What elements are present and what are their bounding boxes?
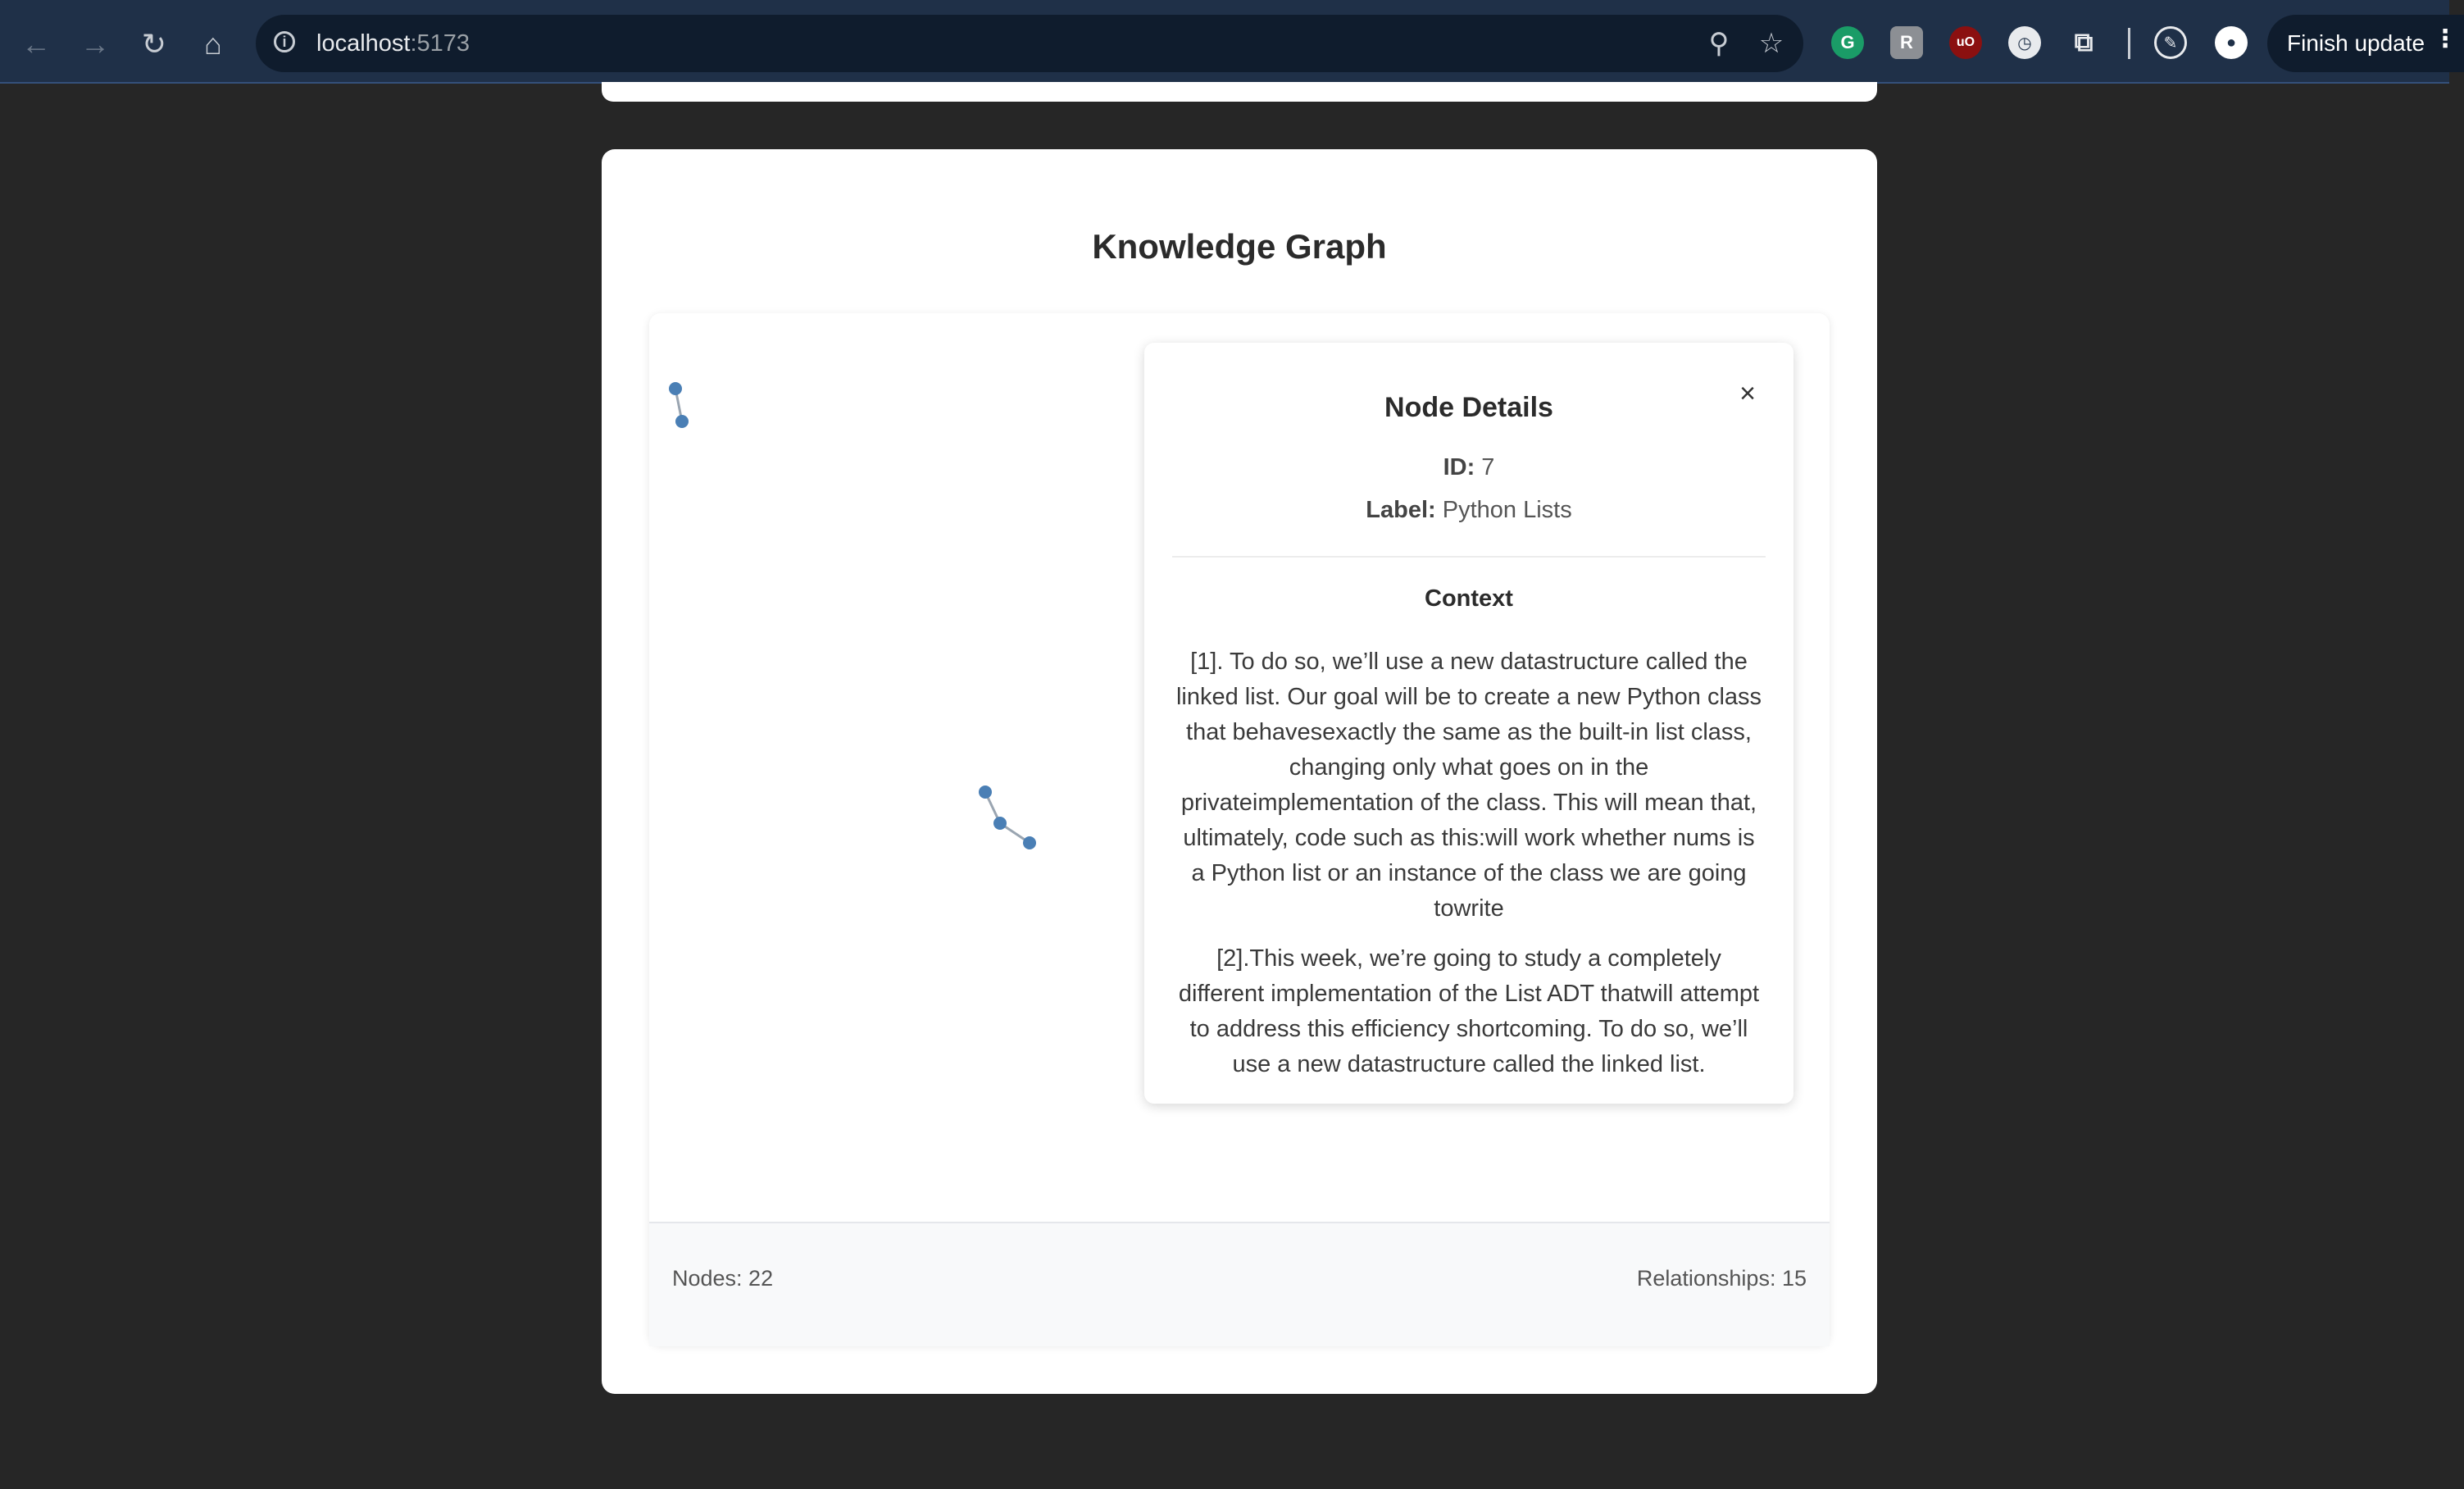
profile-avatar[interactable]: ● — [2215, 26, 2248, 59]
home-icon[interactable]: ⌂ — [204, 27, 222, 61]
url-host: localhost — [316, 30, 411, 57]
leaf-extension-icon[interactable]: ✎ — [2154, 26, 2187, 59]
close-icon[interactable]: × — [1739, 377, 1756, 409]
node-details-panel — [1144, 343, 1793, 1104]
address-bar[interactable] — [256, 15, 1803, 72]
back-icon[interactable]: ← — [21, 27, 51, 61]
finish-update-button[interactable]: Finish update — [2267, 15, 2464, 72]
toolbar-divider — [2128, 28, 2130, 59]
node-id-value: 7 — [1481, 454, 1495, 480]
context-item: [2].This week, we’re going to study a completely different implementation of the List ADT thatwill attempt to address this efficiency shortcoming. To do so, we’ll use a new datastructure called the linked list. — [1178, 945, 1760, 1077]
node-label-label: Label: — [1366, 497, 1436, 523]
graph-node[interactable] — [675, 415, 689, 428]
previous-section-card — [602, 82, 1877, 102]
page-title: Knowledge Graph — [1092, 227, 1387, 266]
graph-stats-bar — [649, 1222, 1830, 1346]
context-title: Context — [1425, 585, 1513, 612]
zoom-icon[interactable]: ⚲ — [1708, 28, 1730, 59]
url-text[interactable] — [316, 27, 470, 60]
details-divider — [1172, 556, 1766, 558]
node-count: Nodes: 22 — [672, 1266, 774, 1291]
context-item: [1]. To do so, we’ll use a new datastructure called the linked list. Our goal will be to create a new Python class that behavesexactly the same as the built-in list class, changing only what goes on in the privateimplementation of the class. This will mean that, ultimately, code such as this:will work whether nums is a Python list or an instance of the class we are going towrite — [1175, 649, 1762, 922]
ublock-extension-icon[interactable]: uO — [1949, 26, 1982, 59]
relationship-count: Relationships: 15 — [1636, 1266, 1807, 1291]
extensions-puzzle-icon[interactable]: ⧉ — [2074, 27, 2093, 57]
graph-node[interactable] — [979, 785, 992, 799]
reload-icon[interactable]: ↻ — [141, 27, 167, 61]
extension-icon[interactable]: R — [1890, 26, 1923, 59]
knowledge-graph-card — [602, 149, 1877, 1394]
grammarly-extension-icon[interactable]: G — [1831, 26, 1864, 59]
graph-panel — [649, 313, 1830, 1345]
node-id-label: ID: — [1443, 454, 1475, 480]
graph-node[interactable] — [1023, 836, 1036, 849]
node-id-row — [1144, 454, 1793, 481]
context-scroll-area[interactable] — [1174, 644, 1764, 1077]
node-details-title: Node Details — [1384, 392, 1553, 423]
clock-extension-icon[interactable]: ◷ — [2008, 26, 2041, 59]
browser-toolbar — [0, 0, 2457, 84]
node-label-value: Python Lists — [1442, 497, 1572, 523]
graph-node[interactable] — [993, 817, 1007, 830]
node-label-row — [1144, 497, 1793, 524]
browser-menu-icon[interactable]: ⋮ — [2433, 25, 2457, 52]
graph-node[interactable] — [669, 382, 682, 395]
bookmark-star-icon[interactable]: ☆ — [1758, 28, 1784, 59]
forward-icon[interactable]: → — [80, 27, 110, 61]
url-port: :5173 — [410, 30, 471, 57]
site-info-icon[interactable]: i — [274, 31, 295, 52]
